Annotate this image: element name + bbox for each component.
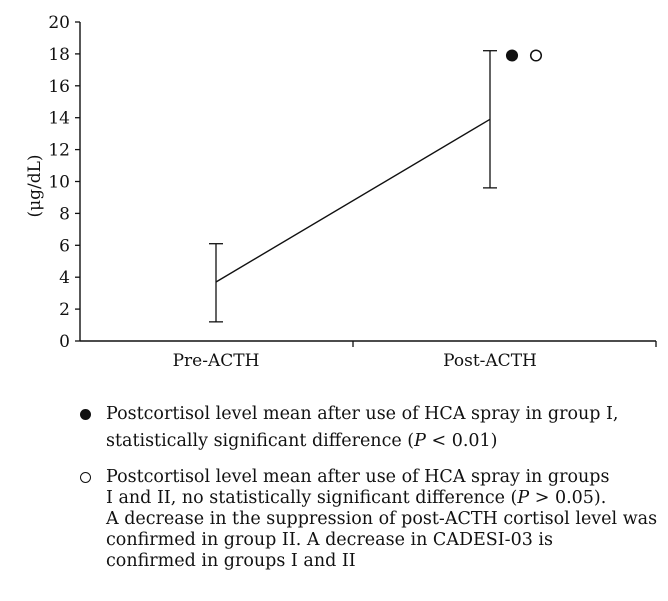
- legend-filled-line-1: Postcortisol level mean after use of HCA spray in group I,: [106, 404, 619, 424]
- y-tick-label: 10: [48, 172, 70, 193]
- legend-open-text-b: > 0.05).: [529, 488, 607, 508]
- legend-open-line-4: confirmed in group II. A decrease in CADESI-03 is: [106, 530, 553, 550]
- filled-circle-marker: [507, 50, 518, 61]
- open-circle-marker: [531, 50, 542, 61]
- filled-circle-marker-icon: [80, 409, 91, 420]
- legend-open-line-5: confirmed in groups I and II: [106, 551, 356, 571]
- legend-open-p-symbol: P: [517, 488, 530, 508]
- y-tick-label: 0: [59, 332, 70, 352]
- y-tick-label: 20: [48, 13, 70, 33]
- y-tick-label: 14: [48, 108, 70, 129]
- legend-open-text-a: I and II, no statistically significant difference (: [106, 488, 518, 508]
- y-tick-label: 12: [48, 140, 70, 161]
- y-tick-label: 4: [59, 268, 70, 289]
- y-tick-label: 18: [48, 44, 70, 65]
- open-circle-marker-icon: [80, 472, 91, 483]
- legend-open-line-1: Postcortisol level mean after use of HCA spray in groups: [106, 467, 610, 487]
- legend-open-line-2: [106, 488, 606, 509]
- y-tick-label: 8: [59, 204, 70, 225]
- y-tick-label: 2: [59, 300, 70, 321]
- x-tick-label: Pre-ACTH: [172, 351, 260, 371]
- y-tick-label: 6: [59, 236, 70, 257]
- legend-filled-p-symbol: P: [414, 431, 426, 451]
- mean-line: [216, 119, 490, 282]
- y-tick-label: 16: [48, 76, 70, 97]
- y-axis-label: (μg/dL): [25, 154, 45, 218]
- x-tick-label: Post-ACTH: [443, 351, 537, 371]
- legend-open-line-3: A decrease in the suppression of post-ACTH cortisol level was: [106, 509, 658, 529]
- legend-filled-line-2: [106, 431, 498, 452]
- legend-filled-text-a: statistically significant difference (: [106, 431, 415, 451]
- legend-filled-text-b: < 0.01): [425, 431, 498, 451]
